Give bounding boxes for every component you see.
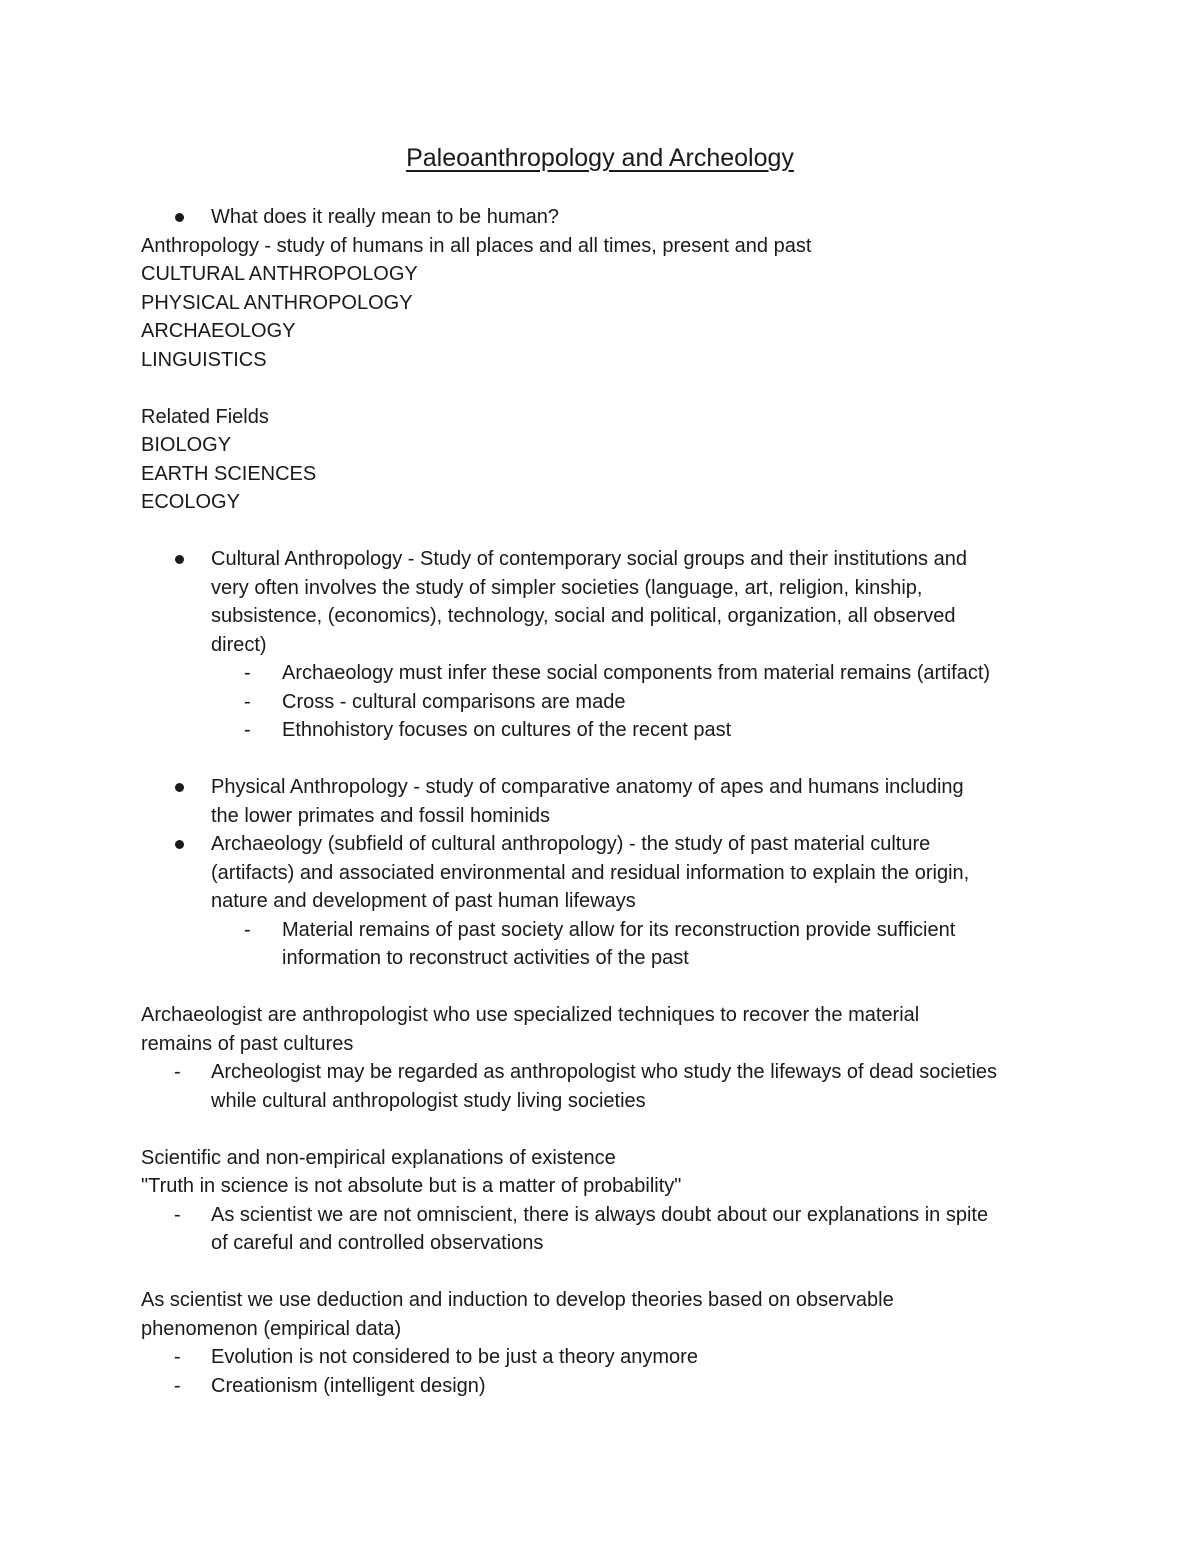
bullet-icon — [175, 783, 184, 792]
spacer — [141, 1258, 1081, 1287]
dash-marker: - — [174, 1346, 181, 1368]
spacer — [141, 745, 1081, 774]
bullet-text: What does it really mean to be human? — [211, 206, 559, 228]
dash-item — [141, 1201, 1081, 1258]
subfield-item: CULTURAL ANTHROPOLOGY — [141, 263, 418, 285]
document-body — [141, 203, 1081, 1400]
dash-item — [141, 688, 1081, 717]
bullet-icon — [175, 840, 184, 849]
dash-text: Archaeology must infer these social components from material remains (artifact) — [282, 662, 991, 684]
subfield-item: ARCHAEOLOGY — [141, 320, 296, 342]
spacer — [141, 374, 1081, 403]
dash-text: Material remains of past society allow for its reconstruction provide sufficient — [282, 918, 956, 941]
bullet-text-line: Cultural Anthropology - Study of contemporary social groups and their institutions and — [211, 548, 967, 570]
bullet-text-line: (artifacts) and associated environmental and residual information to explain the origin, — [211, 861, 970, 884]
bullet-archaeology — [141, 830, 1081, 916]
quote-line: "Truth in science is not absolute but is a matter of probability" — [141, 1175, 682, 1197]
page-title: Paleoanthropology and Archeology — [406, 144, 794, 172]
dash-item — [141, 659, 1081, 688]
subfield-item: LINGUISTICS — [141, 348, 267, 371]
dash-marker: - — [174, 1203, 181, 1226]
dash-marker: - — [174, 1061, 181, 1083]
dash-text: while cultural anthropologist study living societies — [211, 1089, 646, 1112]
dash-item — [141, 1372, 1081, 1401]
bullet-physical — [141, 773, 1081, 830]
paragraph-line: phenomenon (empirical data) — [141, 1317, 402, 1340]
spacer — [141, 517, 1081, 546]
related-item: ECOLOGY — [141, 491, 240, 513]
dash-text: Creationism (intelligent design) — [211, 1374, 486, 1397]
paragraph-line: As scientist we use deduction and induction to develop theories based on observable — [141, 1289, 894, 1311]
bullet-icon — [175, 213, 184, 222]
dash-marker: - — [244, 662, 251, 684]
section-heading: Scientific and non-empirical explanations of existence — [141, 1146, 616, 1169]
bullet-text-line: very often involves the study of simpler societies (language, art, religion, kinship, — [211, 576, 923, 599]
dash-text: As scientist we are not omniscient, there is always doubt about our explanations in spite — [211, 1203, 989, 1226]
spacer — [141, 1115, 1081, 1144]
dash-text: Cross - cultural comparisons are made — [282, 690, 626, 713]
paragraph-line: Archaeologist are anthropologist who use specialized techniques to recover the material — [141, 1004, 920, 1026]
dash-text: Evolution is not considered to be just a theory anymore — [211, 1346, 698, 1368]
related-heading: Related Fields — [141, 405, 269, 428]
dash-text: information to reconstruct activities of the past — [282, 947, 689, 969]
bullet-cultural — [141, 545, 1081, 659]
dash-item — [141, 1058, 1081, 1115]
dash-text: of careful and controlled observations — [211, 1232, 544, 1254]
dash-text: Archeologist may be regarded as anthropologist who study the lifeways of dead societies — [211, 1061, 998, 1083]
spacer — [141, 973, 1081, 1002]
bullet-question — [141, 203, 1081, 232]
dash-marker: - — [244, 918, 251, 941]
definition-line: Anthropology - study of humans in all places and all times, present and past — [141, 234, 812, 257]
bullet-text-line: subsistence, (economics), technology, social and political, organization, all observed — [211, 605, 956, 627]
bullet-text-line: nature and development of past human lifeways — [211, 890, 636, 912]
bullet-text-line: Archaeology (subfield of cultural anthropology) - the study of past material culture — [211, 833, 931, 855]
bullet-icon — [175, 555, 184, 564]
bullet-text-line: the lower primates and fossil hominids — [211, 804, 551, 827]
bullet-text-line: Physical Anthropology - study of comparative anatomy of apes and humans including — [211, 776, 964, 798]
subfield-item: PHYSICAL ANTHROPOLOGY — [141, 291, 413, 314]
dash-marker: - — [244, 719, 251, 741]
bullet-text-line: direct) — [211, 633, 267, 656]
dash-item — [141, 716, 1081, 745]
paragraph-line: remains of past cultures — [141, 1032, 354, 1055]
dash-marker: - — [244, 690, 251, 713]
dash-text: Ethnohistory focuses on cultures of the recent past — [282, 719, 732, 741]
related-item: BIOLOGY — [141, 434, 232, 456]
dash-marker: - — [174, 1374, 181, 1397]
dash-item — [141, 916, 1081, 973]
dash-item — [141, 1343, 1081, 1372]
related-item: EARTH SCIENCES — [141, 462, 317, 485]
